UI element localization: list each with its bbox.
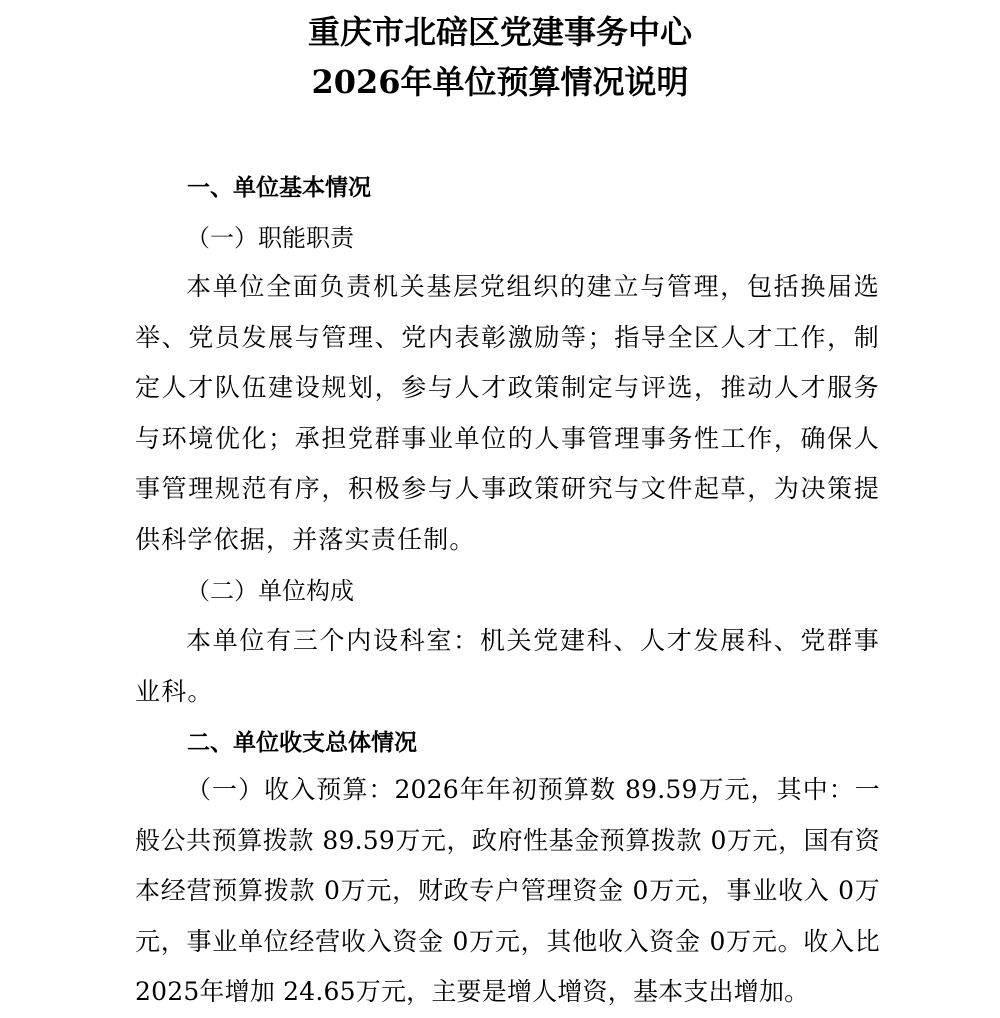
paragraph-structure: 本单位有三个内设科室：机关党建科、人才发展科、党群事业科。 [135, 626, 880, 706]
section-heading-budget-overview: 二、单位收支总体情况 [187, 730, 417, 756]
document-title-line1: 重庆市北碚区党建事务中心 [307, 13, 692, 51]
subsection-heading-functions: （一）职能职责 [186, 224, 354, 252]
paragraph-functions: 本单位全面负责机关基层党组织的建立与管理，包括换届选举、党员发展与管理、党内表彰激励等；指导全区人才工作，制定人才队伍建设规划，参与人才政策制定与评选，推动人才服务与环境优化；承担党群事业单位的人事管理事务性工作，确保人事管理规范有序，积极参与人事政策研究与文件起草，为决策提供科学依据，并落实责任制。 [135, 272, 880, 554]
paragraph-income-budget: （一）收入预算：2026年年初预算数 89.59万元，其中：一般公共预算拨款 89.59万元，政府性基金预算拨款 0万元，国有资本经营预算拨款 0万元，财政专户管理资金 0万元，事业收入 0万元，事业单位经营收入资金 0万元，其他收入资金 0万元。收入比2025年增加 24.65万元，主要是增人增资，基本支出增加。 [135, 775, 880, 1007]
section-heading-basic-info: 一、单位基本情况 [187, 175, 371, 201]
subsection-heading-structure: （二）单位构成 [186, 577, 354, 605]
document-title-line2: 2026年单位预算情况说明 [311, 63, 689, 101]
